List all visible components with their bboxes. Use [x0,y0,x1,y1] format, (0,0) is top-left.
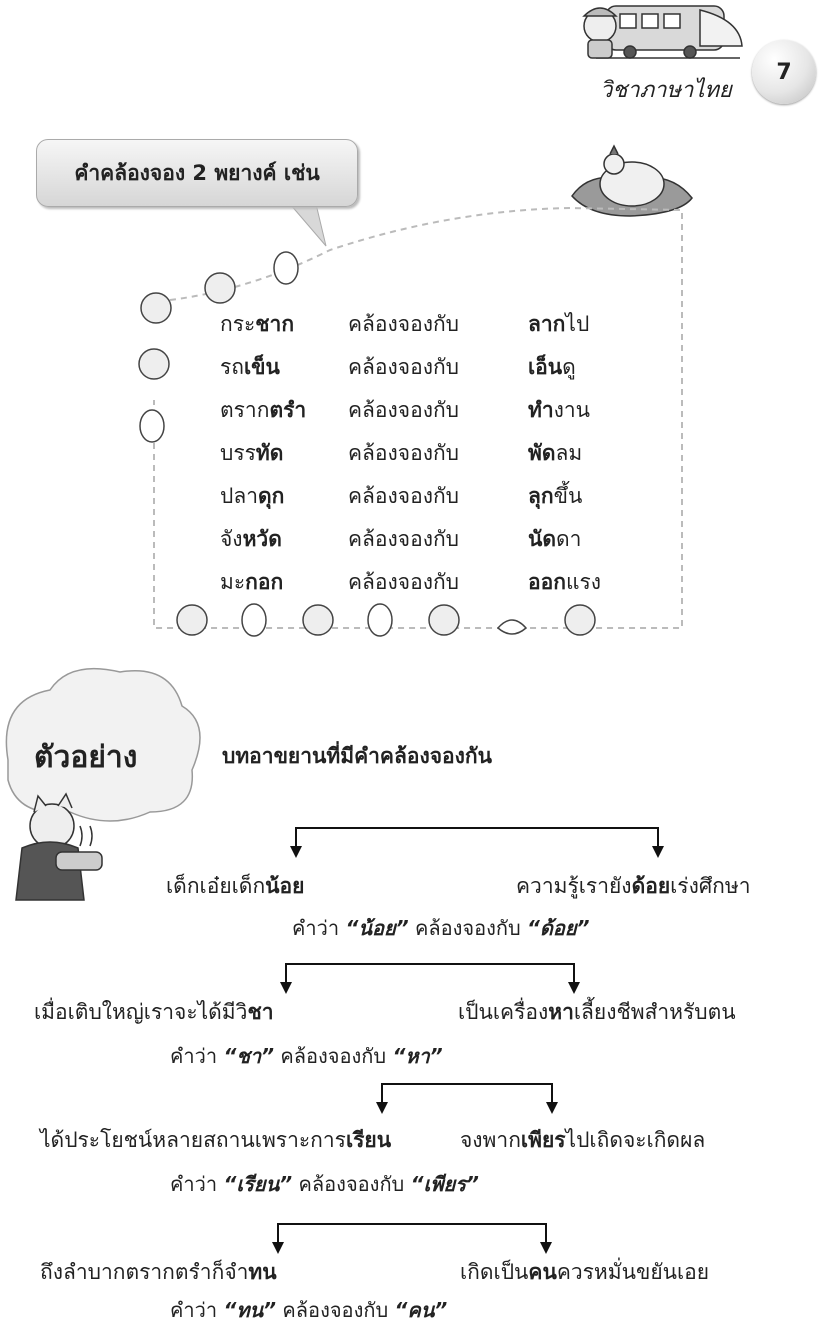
hen-icon [572,146,692,216]
verse-left: ถึงลำบากตรากตรำก็จำทน [40,1260,277,1284]
word: ปลาดุก [220,484,285,508]
relation-text: คล้องจองกับ [348,312,459,336]
word: ตรากตรำ [220,398,307,422]
rhyme-note: คำว่า “เรียน” คล้องจองกับ “เพียร” [170,1172,479,1196]
rhyme-note: คำว่า “ชา” คล้องจองกับ “หา” [170,1044,443,1068]
train-illustration [596,6,742,58]
word: มะกอก [220,570,284,594]
rhyme-note: คำว่า “ทน” คล้องจองกับ “คน” [170,1298,448,1322]
verse-left: เมื่อเติบใหญ่เราจะได้มีวิชา [34,1000,274,1024]
rhyme-word: ทำงาน [528,398,591,422]
rhyme-word: ลากไป [528,312,590,336]
word: กระชาก [220,312,295,336]
section-title-bubble: คำคล้องจอง 2 พยางค์ เช่น [36,139,358,207]
rhyme-word: เอ็นดู [528,355,576,379]
verse-right: เกิดเป็นคนควรหมั่นขยันเอย [460,1260,710,1284]
verse-right: เป็นเครื่องหาเลี้ยงชีพสำหรับตน [458,1000,736,1024]
example-label: ตัวอย่าง [34,740,138,775]
relation-text: คล้องจองกับ [348,398,459,422]
example-heading: บทอาขยานที่มีคำคล้องจองกัน [222,744,492,768]
relation-text: คล้องจองกับ [348,484,459,508]
rhyme-note: คำว่า “น้อย” คล้องจองกับ “ด้อย” [292,916,590,940]
word: จังหวัด [220,527,282,551]
bubble-tail [290,204,326,246]
relation-text: คล้องจองกับ [348,570,459,594]
rhyme-word: นัดดา [528,527,582,551]
verse-right: ความรู้เรายังด้อยเร่งศึกษา [516,874,751,898]
verse-right: จงพากเพียรไปเถิดจะเกิดผล [460,1128,706,1152]
relation-text: คล้องจองกับ [348,441,459,465]
rhyme-word: พัดลม [528,441,583,465]
page-number: 7 [752,40,816,104]
word: รถเข็น [220,355,280,379]
word: บรรทัด [220,441,284,465]
egg-icon [140,252,526,636]
rhyme-word: ออกแรง [528,570,602,594]
subject-title: วิชาภาษาไทย [600,78,732,103]
verse-left: เด็กเอ๋ยเด็กน้อย [166,874,305,898]
rhyme-word: ลุกขึ้น [528,484,583,508]
cat-conductor-icon [584,8,616,58]
verse-left: ได้ประโยชน์หลายสถานเพราะการเรียน [40,1128,392,1152]
relation-text: คล้องจองกับ [348,527,459,551]
relation-text: คล้องจองกับ [348,355,459,379]
